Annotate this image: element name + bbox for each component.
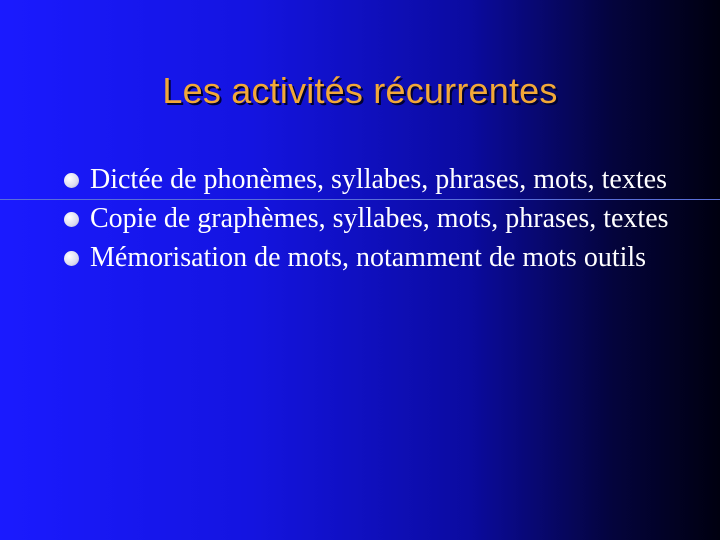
bullet-item-copie [62, 199, 702, 238]
bullet-list [62, 160, 702, 277]
bullet-dot-icon [64, 212, 79, 227]
bullet-item-dictee [62, 160, 702, 199]
bullet-item-memorisation [62, 238, 702, 277]
bullet-text: Mémorisation de mots, notamment de mots outils [90, 242, 647, 273]
bullet-text: Dictée de phonèmes, syllabes, phrases, mots, textes [90, 164, 667, 195]
bullet-dot-icon [64, 173, 79, 188]
slide-title: Les activités récurrentes [162, 70, 558, 111]
bullet-dot-icon [64, 251, 79, 266]
bullet-text: Copie de graphèmes, syllabes, mots, phrases, textes [90, 203, 669, 234]
